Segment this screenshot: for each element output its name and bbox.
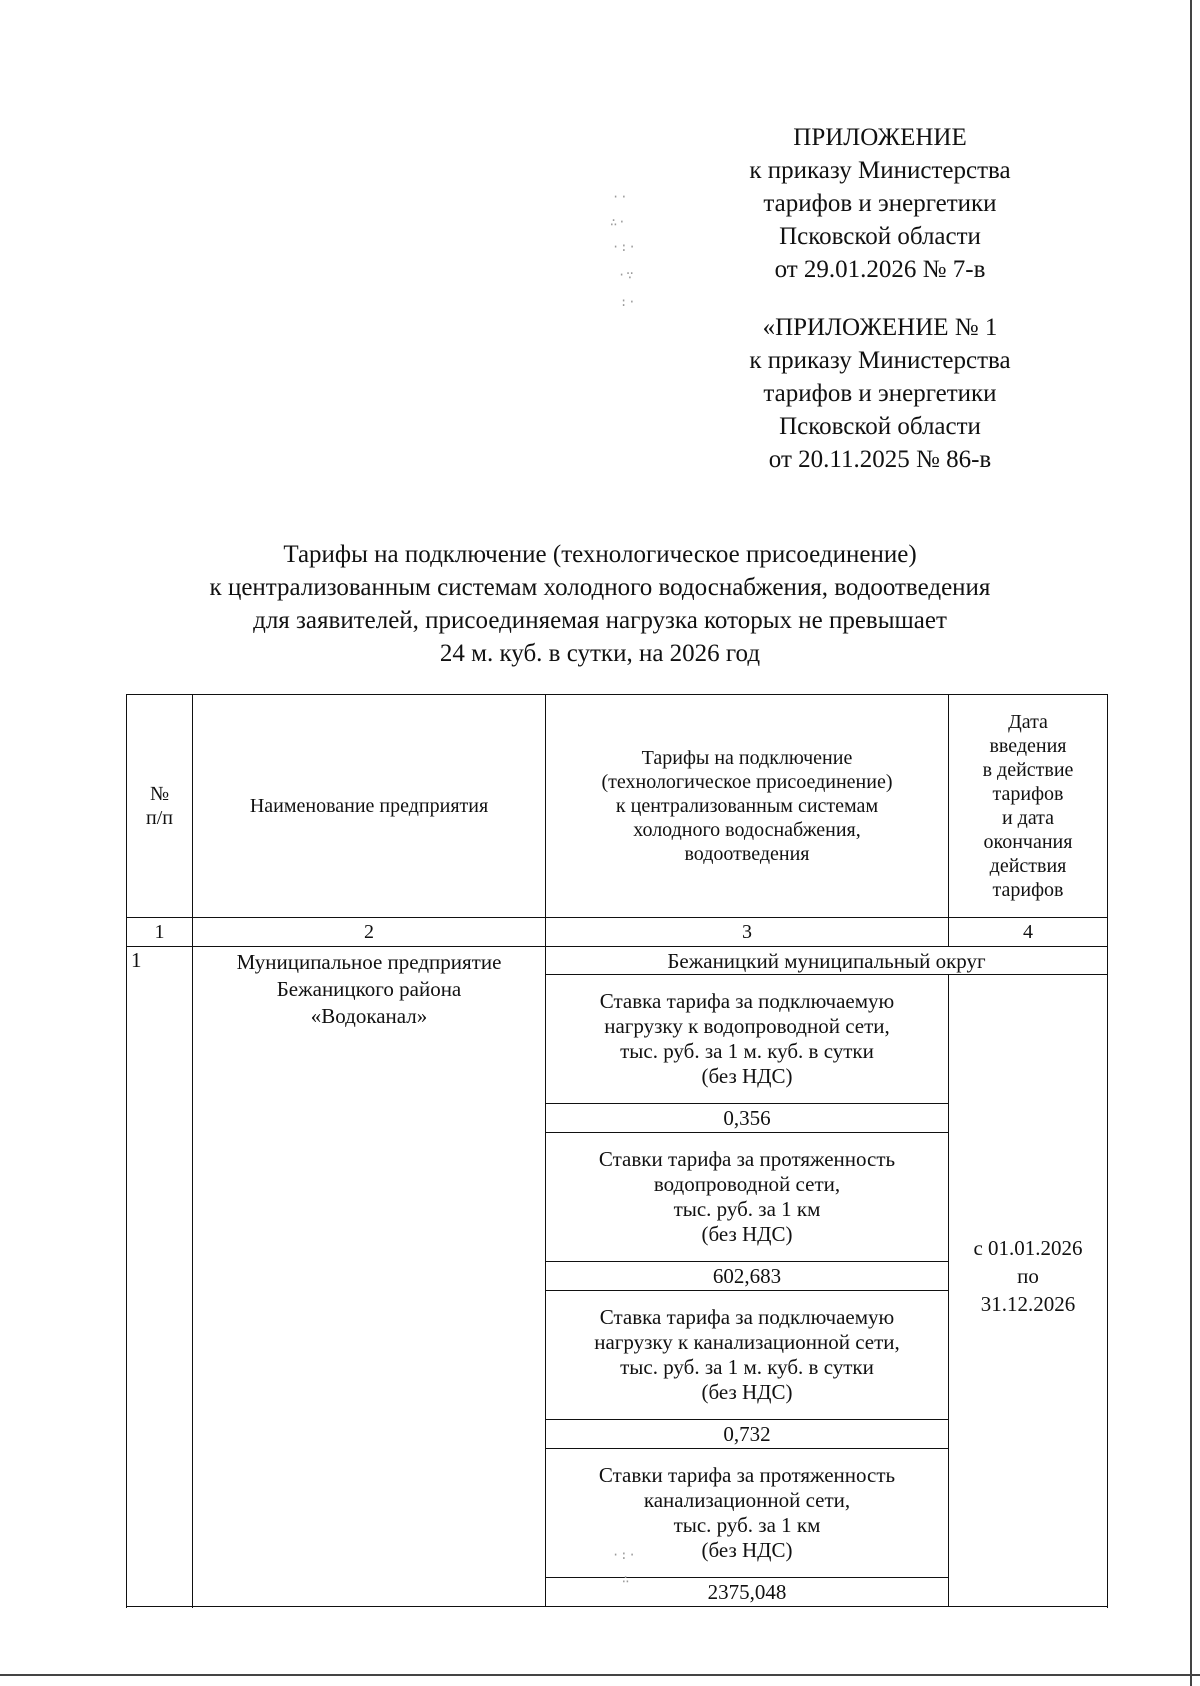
scan-noise: ·· — [612, 190, 629, 204]
rate-label-line: Ставки тарифа за протяженность — [598, 1147, 896, 1171]
organization-name-line: Муниципальное предприятие — [236, 950, 502, 974]
document-title — [100, 538, 1100, 670]
header-tariffs-line: (технологическое присоединение) — [601, 771, 893, 793]
header-tariffs-line: водоотведения — [684, 843, 810, 865]
header-tariffs-line: к централизованным системам — [615, 795, 879, 817]
column-number: 3 — [546, 918, 949, 947]
annex-line: тарифов и энергетики — [763, 380, 997, 407]
rate-label-line: (без НДС) — [701, 1064, 793, 1088]
header-dates-line: в действие — [982, 759, 1074, 781]
validity-start: с 01.01.2026 — [973, 1235, 1083, 1260]
rate-label-line: нагрузку к водопроводной сети, — [604, 1014, 890, 1038]
scan-border-right — [1190, 0, 1192, 1686]
tariff-table — [126, 694, 1108, 1607]
validity-end: 31.12.2026 — [980, 1291, 1076, 1316]
header-dates-line: тарифов — [992, 783, 1064, 805]
scan-noise: ·∵ — [618, 268, 635, 282]
header-tariffs — [546, 695, 949, 918]
scan-noise: :· — [620, 295, 637, 309]
header-dates-line: Дата — [1008, 711, 1048, 733]
rate-label-line: водопроводной сети, — [653, 1172, 841, 1196]
header-organization — [193, 695, 546, 918]
header-dates-line: и дата — [1001, 807, 1055, 829]
table-header-row — [127, 695, 1108, 918]
header-tariffs-line: Тарифы на подключение — [641, 747, 853, 769]
document-title-line: к централизованным системам холодного водоснабжения, водоотведения — [209, 574, 991, 601]
rate-label-line: тыс. руб. за 1 м. куб. в сутки — [620, 1355, 874, 1379]
scan-border-bottom — [0, 1674, 1200, 1676]
organization-name-line: «Водоканал» — [310, 1004, 428, 1028]
rate-label-line: (без НДС) — [701, 1222, 793, 1246]
validity-to: по — [1017, 1263, 1039, 1288]
scan-noise: ∴· — [610, 215, 627, 229]
rate-sewer-length-value: 2375,048 — [546, 1578, 949, 1607]
approval-title: ПРИЛОЖЕНИЕ — [793, 124, 967, 151]
rate-sewer-load-label — [546, 1291, 949, 1420]
column-number: 2 — [193, 918, 546, 947]
header-tariffs-line: холодного водоснабжения, — [633, 819, 861, 841]
document-title-line: 24 м. куб. в сутки, на 2026 год — [439, 640, 761, 667]
approval-line: тарифов и энергетики — [763, 190, 997, 217]
rate-label-line: нагрузку к канализационной сети, — [594, 1330, 900, 1354]
rate-label-line: тыс. руб. за 1 км — [673, 1197, 821, 1221]
approval-line: к приказу Министерства — [749, 157, 1011, 184]
rate-water-length-value: 602,683 — [546, 1262, 949, 1291]
rate-water-load-value: 0,356 — [546, 1104, 949, 1133]
header-dates-line: тарифов — [992, 879, 1064, 901]
annex-line: Псковской области — [779, 413, 981, 440]
rate-sewer-load-value: 0,732 — [546, 1420, 949, 1449]
rate-label-line: канализационной сети, — [643, 1488, 851, 1512]
annex-date: от 20.11.2025 № 86-в — [768, 446, 992, 473]
header-dates-line: действия — [989, 855, 1067, 877]
column-number: 1 — [127, 918, 193, 947]
scan-noise: ·:· — [612, 240, 637, 254]
rate-sewer-length-label — [546, 1449, 949, 1578]
annex-line: к приказу Министерства — [749, 347, 1011, 374]
organization-name — [193, 947, 546, 1607]
validity-period — [949, 975, 1108, 1607]
organization-name-line: Бежаницкого района — [276, 977, 462, 1001]
document-title-line: для заявителей, присоединяемая нагрузка которых не превышает — [253, 607, 947, 634]
rate-water-load-label — [546, 975, 949, 1104]
approval-line: Псковской области — [779, 223, 981, 250]
approval-date: от 29.01.2026 № 7-в — [774, 256, 986, 283]
document-title-line: Тарифы на подключение (технологическое присоединение) — [283, 541, 917, 568]
header-dates — [949, 695, 1108, 918]
region-name: Бежаницкий муниципальный округ — [546, 947, 1108, 975]
rate-label-line: Ставки тарифа за протяженность — [598, 1463, 896, 1487]
header-dates-line: окончания — [983, 831, 1073, 853]
header-number-line: № — [149, 783, 170, 805]
rate-label-line: тыс. руб. за 1 м. куб. в сутки — [620, 1039, 874, 1063]
approval-reference-block — [700, 121, 1060, 286]
header-number — [127, 695, 193, 918]
header-organization-label: Наименование предприятия — [249, 795, 489, 817]
table-row — [127, 947, 1108, 975]
scan-noise: ∴ — [622, 1572, 631, 1586]
rate-label-line: (без НДС) — [701, 1538, 793, 1562]
rate-label-line: Ставка тарифа за подключаемую — [599, 1305, 895, 1329]
column-number-row — [127, 918, 1108, 947]
header-dates-line: введения — [989, 735, 1067, 757]
annex-reference-block — [700, 311, 1060, 476]
rate-water-length-label — [546, 1133, 949, 1262]
rate-label-line: Ставка тарифа за подключаемую — [599, 989, 895, 1013]
row-number: 1 — [127, 947, 193, 1607]
annex-title: «ПРИЛОЖЕНИЕ № 1 — [762, 314, 998, 341]
scan-noise: ·:· — [612, 1548, 637, 1562]
header-number-line: п/п — [146, 807, 173, 829]
column-number: 4 — [949, 918, 1108, 947]
rate-label-line: тыс. руб. за 1 км — [673, 1513, 821, 1537]
rate-label-line: (без НДС) — [701, 1380, 793, 1404]
